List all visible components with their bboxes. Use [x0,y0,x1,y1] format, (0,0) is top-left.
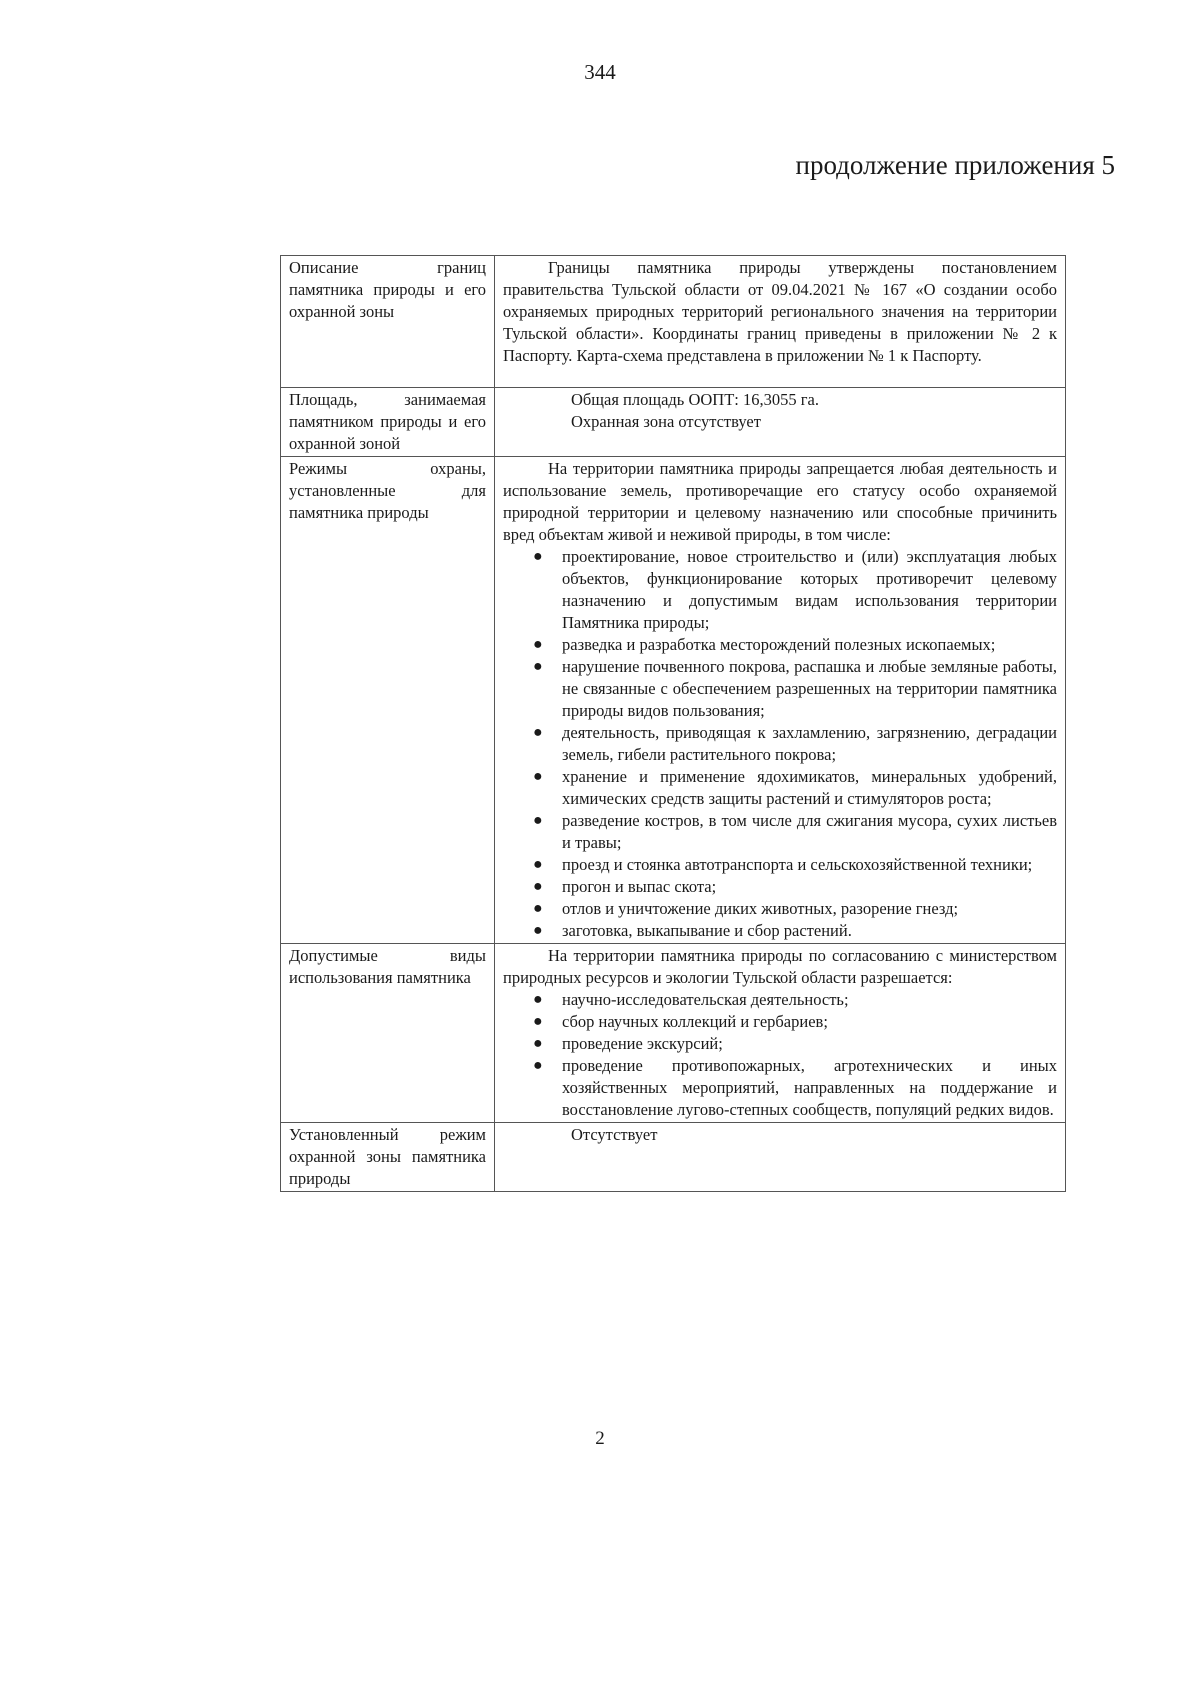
bullet-icon: ● [533,636,543,653]
row-content [495,1123,1066,1192]
zone-regime-line: Отсутствует [571,1125,658,1144]
page-number-bottom: 2 [595,1428,605,1449]
list-item: ● проведение противопожарных, агротехнических и иных хозяйственных мероприятий, направленных на поддержание и восстановление лугово-степных сообществ, популяций редких видов. [533,1056,1057,1119]
row-label [281,457,495,944]
permitted-intro: На территории памятника природы по согласованию с министерством природных ресурсов и экологии Тульской области разрешается: [503,946,1057,987]
row-label-text: Площадь, занимаемая памятником природы и его охранной зоной [289,390,486,453]
row-content [495,944,1066,1123]
table-row [281,944,1066,1123]
row-label-text: Установленный режим охранной зоны памятника природы [289,1125,486,1188]
list-item: ● проезд и стоянка автотранспорта и сельскохозяйственной техники; [533,855,1033,874]
bullet-icon: ● [533,878,543,895]
list-item: ● разведка и разработка месторождений полезных ископаемых; [533,635,996,654]
bullet-icon: ● [533,1013,543,1030]
row-label [281,388,495,457]
continuation-heading: продолжение приложения 5 [795,150,1115,180]
list-item: ● отлов и уничтожение диких животных, разорение гнезд; [533,899,959,918]
table-row [281,457,1066,944]
bullet-icon: ● [533,922,543,939]
row-label [281,256,495,388]
bullet-icon: ● [533,991,543,1008]
row-content [495,388,1066,457]
row-label [281,944,495,1123]
table-row [281,1123,1066,1192]
bullet-icon: ● [533,1057,543,1074]
bullet-icon: ● [533,856,543,873]
list-item: ● прогон и выпас скота; [533,877,717,896]
bullet-icon: ● [533,900,543,917]
area-line: Общая площадь ООПТ: 16,3055 га. [571,390,819,409]
page-number-top: 344 [584,60,616,84]
prohibition-intro: На территории памятника природы запрещается любая деятельность и использование земель, противоречащие его статусу особо охраняемой природной территории и целевому назначению или способные причинить вред объектам живой и неживой природы, в том числе: [503,459,1057,544]
list-item: ● хранение и применение ядохимикатов, минеральных удобрений, химических средств защиты растений и стимуляторов роста; [533,767,1057,808]
list-item: ● проведение экскурсий; [533,1034,723,1053]
protection-zone-line: Охранная зона отсутствует [571,412,761,431]
prohibition-list [503,546,1057,942]
bullet-icon: ● [533,1035,543,1052]
table-row [281,256,1066,388]
row-content [495,457,1066,944]
list-item: ● деятельность, приводящая к захламлению, загрязнению, деградации земель, гибели растительного покрова; [533,723,1057,764]
row-label-text: Описание границ памятника природы и его охранной зоны [289,258,486,321]
row-content [495,256,1066,388]
bullet-icon: ● [533,812,543,829]
list-item: ● нарушение почвенного покрова, распашка и любые земляные работы, не связанные с обеспечением разрешенных на территории памятника природы видов пользования; [533,657,1057,720]
list-item: ● проектирование, новое строительство и (или) эксплуатация любых объектов, функционирование которых противоречит целевому назначению и допустимым видам использования территории Памятника природы; [533,547,1057,632]
list-item: ● научно-исследовательская деятельность; [533,990,849,1009]
bullet-icon: ● [533,768,543,785]
row-label-text: Допустимые виды использования памятника [289,946,486,987]
list-item: ● заготовка, выкапывание и сбор растений. [533,921,852,940]
table-row [281,388,1066,457]
bullet-icon: ● [533,724,543,741]
list-item: ● сбор научных коллекций и гербариев; [533,1012,828,1031]
row-label [281,1123,495,1192]
permitted-list [503,989,1057,1121]
list-item: ● разведение костров, в том числе для сжигания мусора, сухих листьев и травы; [533,811,1057,852]
bullet-icon: ● [533,548,543,565]
row-label-text: Режимы охраны, установленные для памятника природы [289,459,486,522]
boundaries-paragraph: Границы памятника природы утверждены постановлением правительства Тульской области от 09.04.2021 № 167 «О создании особо охраняемых природных территорий регионального значения на территории Тульской области». Координаты границ приведены в приложении № 2 к Паспорту. Карта-схема представлена в приложении № 1 к Паспорту. [503,258,1057,365]
passport-table [280,255,1066,1192]
bullet-icon: ● [533,658,543,675]
